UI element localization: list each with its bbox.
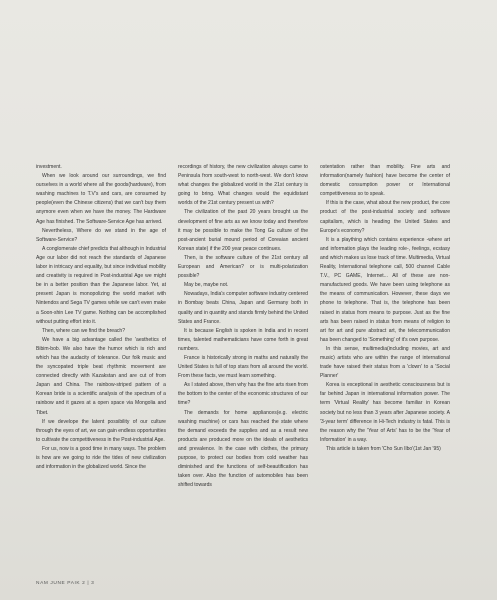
paragraph: It is a plaything which contains experience -where art and information plays the leading role-, feelings, ecstasy and which makes us lose track of time. Multimedia, Virtual Reality, International telephone call, 500 channel Cable T.V., PC GAME, Internet... All of these are non-manufactured goods. We have been using telephone as the means of communication. However, these days we phone to telephone. That is, the telephone has been raised in status from means to purpose. Just as the fine arts has been raised in status from means of religion to art for art and pure abstract art, the telecommunication has been changed to 'Something' of it's own purpose. bbox=[320, 236, 450, 343]
paragraph: We have a big advantage called the 'aesthetics of Bibim-bob. We also have the humor which is rich and which has the audacity of tolerance. Our folk music and the syncopated triple beat rhythmic movement are connected directly with Kazakstan and are cut of from Japan and China. The rainbow-striped pattern of a Korean bride is a scientific analysis of the spectrum of a rainbow and it gazes at a open space via Mongolia and Tibet. bbox=[36, 336, 166, 416]
text-column-right bbox=[320, 163, 450, 454]
paragraph: ostentation rather than mobility. Fine arts and information(namely fashion) have become the center of domestic consumption power or International competitiveness so to speak. bbox=[320, 164, 450, 198]
text-column-left bbox=[36, 163, 166, 472]
page-footer: NAM JUNE PAIK 2 | 3 bbox=[36, 581, 95, 586]
paragraph: It is because English is spoken in India and in recent times, talented mathematicians have come forth in great numbers. bbox=[178, 327, 308, 352]
paragraph: In this sense, multimedia(including movies, art and music) artists who are within the range of international trade have raised their status from a 'clown' to a 'Social Planner' bbox=[320, 345, 450, 380]
paragraph: Then, where can we find the breach? bbox=[42, 327, 126, 334]
paragraph: As I stated above, then why has the fine arts risen from the bottom to the center of the economic structures of our time? bbox=[178, 382, 308, 407]
paragraph: If we develope the latent possibility of our culture through the eyes of art, we can gain endless opportunities to cultivate the competitiveness in the Post-industrial Age. bbox=[36, 418, 166, 443]
paragraph: Then, is the software culture of the 21st century all European and American? or is multi-polarization possible? bbox=[178, 254, 308, 280]
paragraph: Korea is exceptional in aesthetic consciousness but is far behind Japan in international information power. The term 'Virtual Reality' has become familiar in Korean society but no less than 3 years after Japanese society. A '3-year term' difference in Hi-Tech industry is fatal. This is the reason why the 'Year of Arts' has to be the 'Year of Information' in a way. bbox=[320, 382, 450, 443]
source-credit: This article is taken from 'Cho Sun Ilbo'(1st Jan '95) bbox=[326, 445, 441, 452]
paragraph: For us, now is a good time in many ways. The problem is how are we going to ride the tides of new civilization and information in the globalized world. Since the bbox=[36, 445, 166, 471]
paragraph: investment. bbox=[36, 164, 62, 170]
paragraph: When we look around our surroundings, we find ourselves in a world where all the goods(hardware), from washing machines to T.V's and cars, are consumed by people(even the Chinese citizens) that we can't buy them anymore even when we have the money. The Hardware Age has finished. The Software-Service Age has arrived. bbox=[36, 173, 166, 225]
text-column-middle bbox=[178, 163, 308, 490]
paragraph: If this is the case, what about the new product, the core product of the post-industrial society and software capitalism, which is heading the United States and Europe's economy? bbox=[320, 200, 450, 234]
paragraph: recordings of history, the new civilization always came to Peninsula from south-west to north-west. We don't know what changes the globalized world in the 21st century is going to bring. What changes would the equidistant worlds of the 21st century present us with? bbox=[178, 164, 308, 207]
paragraph: A conglomerate chief predicts that although in Industrial Age our labor did not reach the standards of Japanese labor in intricacy and equality, but since individual mobility and creativity is required in Post-industrial Age we might be in a better position than the Japanese labor. Yet, at present Japan is monopolizing the world market with Nintendos and Sega TV games while we can't even make a Soon-shin Lee TV game. Nothing can be accomplished without putting effort into it. bbox=[36, 245, 167, 325]
paragraph: The civilization of the past 20 years brought us the development of fine arts as we know today and therefore it may be possible to make the Tong Gu culture of the post-ancient burial mound period of Coreaian ancient Korean state) if the 200 year peace continues. bbox=[178, 209, 308, 252]
paragraph: May be, maybe not. bbox=[184, 282, 229, 289]
paragraph: France is historically strong in maths and naturally the United States is full of top stars from all around the world. From these facts, we must learn something. bbox=[178, 354, 308, 380]
paragraph: The demands for home appliances(e.g. electric washing machine) or cars has reached the state where the demand exceeds the supplies and as a result new products are produced more on the ideals of aesthetics and prevalence. In the case with clothes, the primary purpose, to protect our bodies from cold weather has diminished and the functions of self-beautification has taken over. Also the function of automobiles has been shifted towards bbox=[178, 409, 308, 489]
paragraph: Nowadays, India's computer software industry centered in Bombay beats China, Japan and Germany both in quality and in quantity and stands firmly behind the United States and France. bbox=[178, 291, 308, 325]
paragraph: Nevertheless, Where do we stand in the age of Software-Service? bbox=[36, 227, 166, 243]
